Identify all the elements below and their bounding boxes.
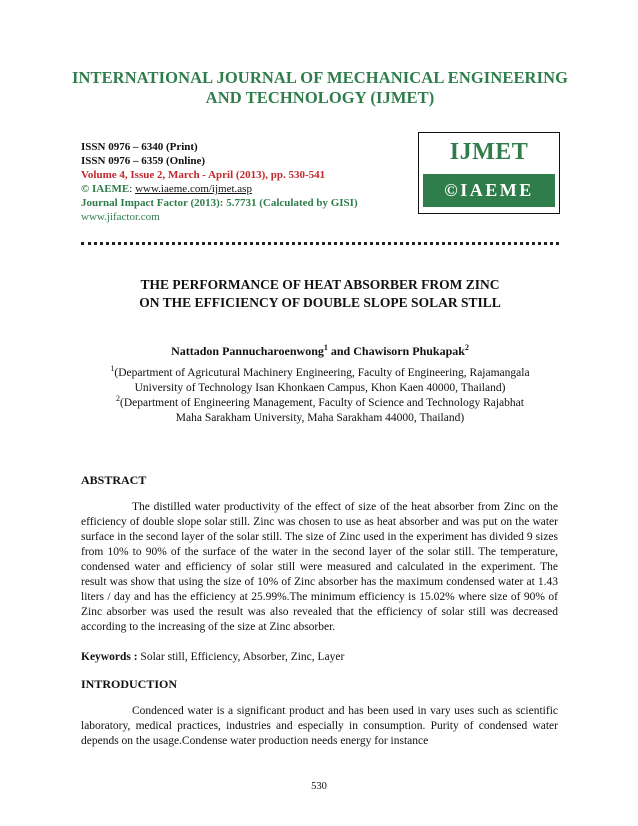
iaeme-colon: : — [129, 183, 136, 195]
dotted-divider — [81, 236, 559, 245]
logo-ijmet-text: IJMET — [449, 139, 529, 165]
iaeme-label: © IAEME — [81, 183, 130, 195]
iaeme-url-link[interactable]: www.iaeme.com/ijmet.asp — [135, 183, 252, 195]
journal-meta — [81, 140, 358, 224]
journal-title-line1: INTERNATIONAL JOURNAL OF MECHANICAL ENGINEERING — [71, 68, 569, 87]
paper-title-line1: THE PERFORMANCE OF HEAT ABSORBER FROM ZINC — [140, 277, 500, 292]
affiliation-2-line1 — [60, 396, 580, 411]
author-1: Nattadon Pannucharoenwong — [171, 344, 324, 358]
abstract-text: The distilled water productivity of the effect of size of the heat absorber from Zinc on the efficiency of double slope solar still. Zinc was chosen to use as heat absorber and was put on the water surface in the second layer of the solar still. The size of Zinc used in the experiment has divided 9 sizes from 10% to 90% of the surface of the water in the second layer of the solar still. The temperature, condensed water and efficiency of solar still were measured and calculated in the experiment. The result was show that using the size of 10% of Zinc absorber has the maximum condensed water at 1.43 liters / day and has the efficiency at 25.99%.The minimum efficiency is 15.02% where size of 90% of Zinc absorber was used the result was also revealed that the efficiency of solar still was decreased according to the increasing of the size at Zinc absorber. — [81, 501, 558, 633]
introduction-heading: INTRODUCTION — [81, 677, 178, 691]
affiliation-1-line1 — [60, 366, 580, 381]
affiliation-1-sup: 1 — [110, 364, 115, 374]
affiliation-2-sup: 2 — [116, 394, 121, 404]
page-number: 530 — [311, 781, 327, 792]
affiliations — [60, 366, 580, 426]
introduction-text: Condenced water is a significant product and has been used in vary uses such as scientific laboratory, medical practices, industries and especially in consumption. Purity of condensed water depends on the usage.Condense water production needs energy for instance — [81, 705, 558, 747]
keywords-text: Solar still, Efficiency, Absorber, Zinc, Layer — [140, 651, 345, 663]
impact-factor: Journal Impact Factor (2013): 5.7731 (Calculated by GISI) — [81, 197, 358, 209]
journal-title — [60, 68, 580, 108]
affiliation-1-text1: (Department of Agricutural Machinery Engineering, Faculty of Engineering, Rajamangala — [114, 367, 530, 379]
author-and-2: and Chawisorn Phukapak — [327, 344, 465, 358]
volume-info: Volume 4, Issue 2, March - April (2013), pp. 530-541 — [81, 169, 326, 181]
author-1-sup: 1 — [323, 343, 328, 352]
abstract-heading: ABSTRACT — [81, 473, 147, 487]
paper-title-line2: ON THE EFFICIENCY OF DOUBLE SLOPE SOLAR STILL — [139, 295, 501, 310]
authors — [60, 344, 580, 359]
keywords-label: Keywords : — [81, 651, 141, 663]
logo-iaeme-text: ©IAEME — [423, 174, 555, 207]
iaeme-line — [81, 182, 358, 196]
paper-title — [60, 276, 580, 312]
issn-print: ISSN 0976 – 6340 (Print) — [81, 141, 198, 153]
issn-online: ISSN 0976 – 6359 (Online) — [81, 155, 206, 167]
affiliation-2-line2: Maha Sarakham University, Maha Sarakham 44000, Thailand) — [175, 412, 465, 424]
jifactor-url-link[interactable]: www.jifactor.com — [81, 211, 160, 223]
journal-title-line2: AND TECHNOLOGY (IJMET) — [205, 88, 435, 107]
keywords — [81, 650, 558, 665]
ijmet-logo — [418, 132, 560, 214]
affiliation-2-text1: (Department of Engineering Management, Faculty of Science and Technology Rajabhat — [120, 397, 524, 409]
affiliation-1-line2: University of Technology Isan Khonkaen Campus, Khon Kaen 40000, Thailand) — [134, 382, 506, 394]
author-2-sup: 2 — [464, 343, 469, 352]
